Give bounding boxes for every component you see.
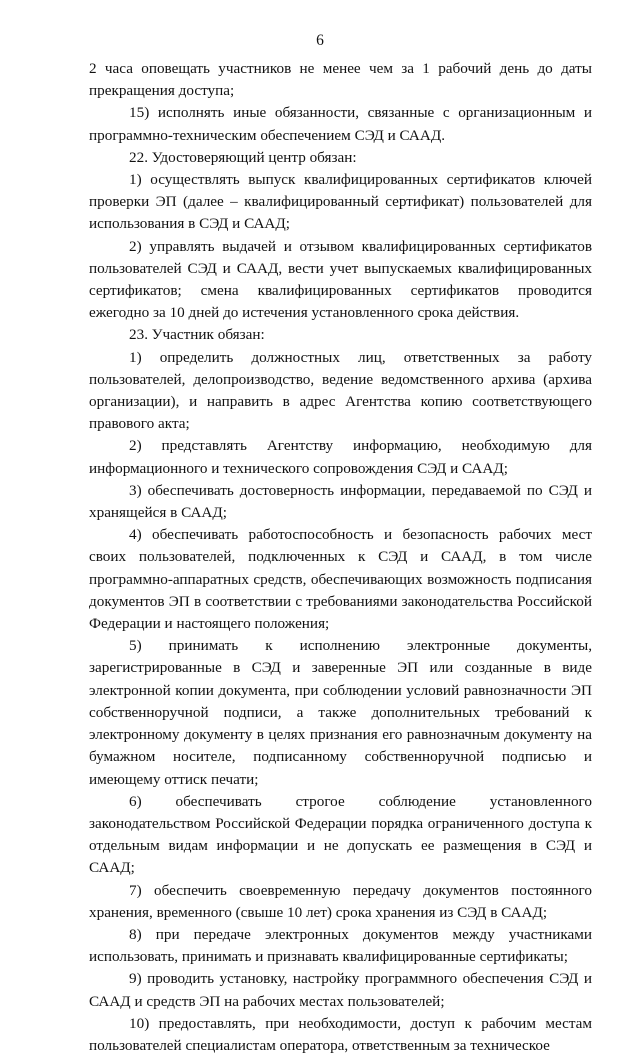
paragraph-23-item-1: 1) определить должностных лиц, ответственных за работу пользователей, делопроизводство, ведение ведомственного архива (архива организации), и направить в адрес Агентства копию соответствующего правового акта; xyxy=(89,348,592,433)
paragraph-23-item-6: 6) обеспечивать строгое соблюдение установленного законодательством Российской Федерации порядка ограниченного доступа к отдельным видам информации и не допускать ее размещения в СЭД и СААД; xyxy=(89,792,592,877)
paragraph-section-22: 22. Удостоверяющий центр обязан: xyxy=(129,148,357,166)
paragraph-23-item-3: 3) обеспечивать достоверность информации, передаваемой по СЭД и хранящейся в СААД; xyxy=(89,481,592,522)
paragraph-continuation: 2 часа оповещать участников не менее чем за 1 рабочий день до даты прекращения доступа; xyxy=(89,60,592,100)
paragraph-23-item-7: 7) обеспечить своевременную передачу документов постоянного хранения, временного (свыше 10 лет) срока хранения из СЭД в СААД; xyxy=(89,881,592,921)
paragraph-23-item-9: 9) проводить установку, настройку программного обеспечения СЭД и СААД и средств ЭП на рабочих местах пользователей; xyxy=(89,970,592,1010)
paragraph-23-item-8: 8) при передаче электронных документов между участниками использовать, принимать и признавать квалифицированные сертификаты; xyxy=(89,925,592,966)
paragraph-section-23: 23. Участник обязан: xyxy=(129,326,265,344)
paragraph-23-item-5: 5) принимать к исполнению электронные документы, зарегистрированные в СЭД и заверенные ЭП или созданные в виде электронной копии документа, при соблюдении условий равнозначности ЭП собственноручной подписи, а также дополнительных требований к электронному документу в целях признания его равнозначным документу на бумажном носителе, подписанному собственноручной подписью и имеющему оттиск печати; xyxy=(89,637,592,788)
paragraph-22-item-1: 1) осуществлять выпуск квалифицированных сертификатов ключей проверки ЭП (далее – квалифицированный сертификат) пользователей для использования в СЭД и СААД; xyxy=(89,171,592,233)
paragraph-23-item-2: 2) представлять Агентству информацию, необходимую для информационного и технического сопровождения СЭД и СААД; xyxy=(89,437,592,477)
page-number: 6 xyxy=(316,32,324,49)
paragraph-23-item-10: 10) предоставлять, при необходимости, доступ к рабочим местам пользователей специалистам оператора, ответственным за техническое xyxy=(89,1014,592,1054)
paragraph-22-item-2: 2) управлять выдачей и отзывом квалифицированных сертификатов пользователей СЭД и СААД, вести учет выпускаемых квалифицированных сертификатов; смена квалифицированных сертификатов проводится ежегодно за 10 дней до истечения установленного срока действия. xyxy=(89,237,592,322)
body-text xyxy=(89,58,592,1057)
paragraph-item-15: 15) исполнять иные обязанности, связанные с организационным и программно-техническим обеспечением СЭД и СААД. xyxy=(89,104,592,144)
paragraph-23-item-4: 4) обеспечивать работоспособность и безопасность рабочих мест своих пользователей, подключенных к СЭД и СААД, в том числе программно-аппаратных средств, обеспечивающих возможность подписания документов ЭП в соответствии с требованиями законодательства Российской Федерации и настоящего положения; xyxy=(89,526,592,633)
